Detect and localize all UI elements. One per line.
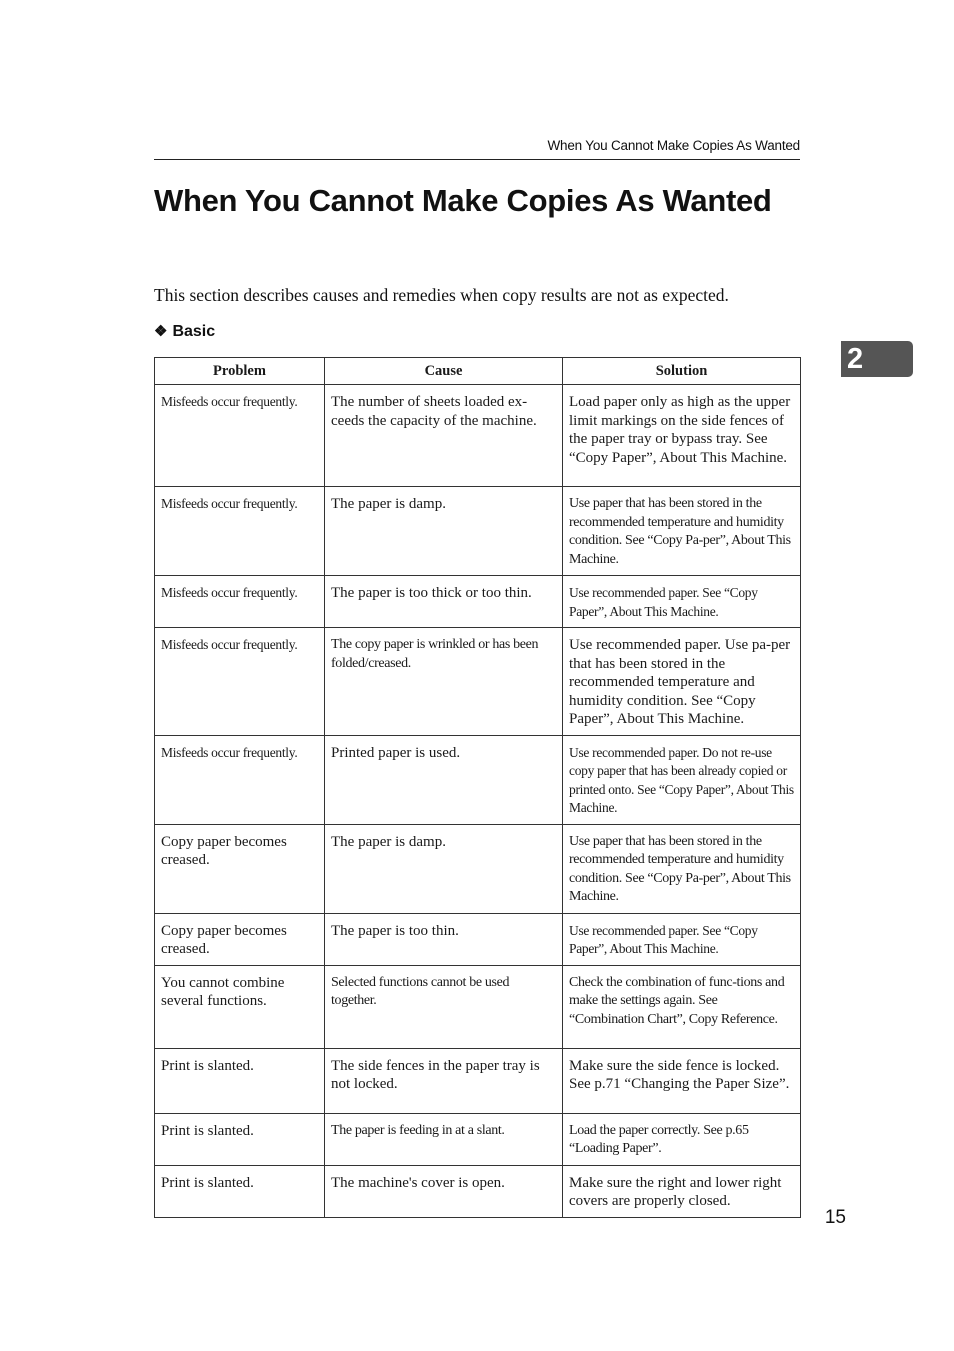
table-row bbox=[155, 1165, 801, 1217]
column-header-cause: Cause bbox=[325, 358, 563, 385]
solution-cell: Use recommended paper. Use pa-per that has been stored in the recommended temperature and humidity condition. See “Copy Paper”, About This Machine. bbox=[563, 628, 801, 736]
table-header-row bbox=[155, 358, 801, 385]
table-row bbox=[155, 965, 801, 1048]
table-row bbox=[155, 576, 801, 628]
table-row bbox=[155, 1048, 801, 1113]
table-row bbox=[155, 385, 801, 487]
solution-cell: Load the paper correctly. See p.65 “Loading Paper”. bbox=[563, 1113, 801, 1165]
chapter-number: 2 bbox=[847, 343, 864, 375]
cause-cell: Printed paper is used. bbox=[325, 735, 563, 824]
problem-cell: You cannot combine several functions. bbox=[155, 965, 325, 1048]
solution-cell: Use recommended paper. Do not re-use copy paper that has been already copied or printed onto. See “Copy Paper”, About This Machine. bbox=[563, 735, 801, 824]
problem-cell: Misfeeds occur frequently. bbox=[155, 735, 325, 824]
section-heading bbox=[154, 322, 215, 341]
problem-cell: Misfeeds occur frequently. bbox=[155, 628, 325, 736]
troubleshooting-table bbox=[154, 357, 801, 1218]
intro-paragraph: This section describes causes and remedies when copy results are not as expected. bbox=[154, 285, 729, 305]
page-title: When You Cannot Make Copies As Wanted bbox=[154, 183, 772, 218]
table-row bbox=[155, 1113, 801, 1165]
table-row bbox=[155, 628, 801, 736]
table-row bbox=[155, 824, 801, 913]
diamond-bullet-icon: ❖ bbox=[154, 323, 168, 340]
problem-cell: Misfeeds occur frequently. bbox=[155, 385, 325, 487]
problem-cell: Misfeeds occur frequently. bbox=[155, 487, 325, 576]
cause-cell: The side fences in the paper tray is not locked. bbox=[325, 1048, 563, 1113]
problem-cell: Copy paper becomes creased. bbox=[155, 913, 325, 965]
cause-cell: The number of sheets loaded ex-ceeds the capacity of the machine. bbox=[325, 385, 563, 487]
table-row bbox=[155, 913, 801, 965]
problem-cell: Copy paper becomes creased. bbox=[155, 824, 325, 913]
header-rule bbox=[154, 159, 800, 160]
cause-cell: The machine's cover is open. bbox=[325, 1165, 563, 1217]
problem-cell: Print is slanted. bbox=[155, 1113, 325, 1165]
running-header: When You Cannot Make Copies As Wanted bbox=[547, 138, 800, 153]
problem-cell: Misfeeds occur frequently. bbox=[155, 576, 325, 628]
problem-cell: Print is slanted. bbox=[155, 1048, 325, 1113]
section-heading-label: Basic bbox=[172, 323, 216, 340]
page-number: 15 bbox=[824, 1207, 846, 1228]
solution-cell: Make sure the right and lower right covers are properly closed. bbox=[563, 1165, 801, 1217]
column-header-problem: Problem bbox=[155, 358, 325, 385]
cause-cell: The paper is too thick or too thin. bbox=[325, 576, 563, 628]
solution-cell: Use recommended paper. See “Copy Paper”, About This Machine. bbox=[563, 913, 801, 965]
table-row bbox=[155, 487, 801, 576]
cause-cell: Selected functions cannot be used together. bbox=[325, 965, 563, 1048]
cause-cell: The paper is damp. bbox=[325, 487, 563, 576]
cause-cell: The paper is feeding in at a slant. bbox=[325, 1113, 563, 1165]
solution-cell: Make sure the side fence is locked. See p.71 “Changing the Paper Size”. bbox=[563, 1048, 801, 1113]
solution-cell: Use paper that has been stored in the recommended temperature and humidity condition. See “Copy Pa-per”, About This Machine. bbox=[563, 487, 801, 576]
problem-cell: Print is slanted. bbox=[155, 1165, 325, 1217]
solution-cell: Check the combination of func-tions and make the settings again. See “Combination Chart”, Copy Reference. bbox=[563, 965, 801, 1048]
cause-cell: The paper is damp. bbox=[325, 824, 563, 913]
cause-cell: The paper is too thin. bbox=[325, 913, 563, 965]
solution-cell: Use recommended paper. See “Copy Paper”, About This Machine. bbox=[563, 576, 801, 628]
solution-cell: Use paper that has been stored in the recommended temperature and humidity condition. See “Copy Pa-per”, About This Machine. bbox=[563, 824, 801, 913]
column-header-solution: Solution bbox=[563, 358, 801, 385]
table-row bbox=[155, 735, 801, 824]
chapter-tab bbox=[841, 341, 913, 377]
solution-cell: Load paper only as high as the upper limit markings on the side fences of the paper tray or bypass tray. See “Copy Paper”, About This Machine. bbox=[563, 385, 801, 487]
cause-cell: The copy paper is wrinkled or has been folded/creased. bbox=[325, 628, 563, 736]
